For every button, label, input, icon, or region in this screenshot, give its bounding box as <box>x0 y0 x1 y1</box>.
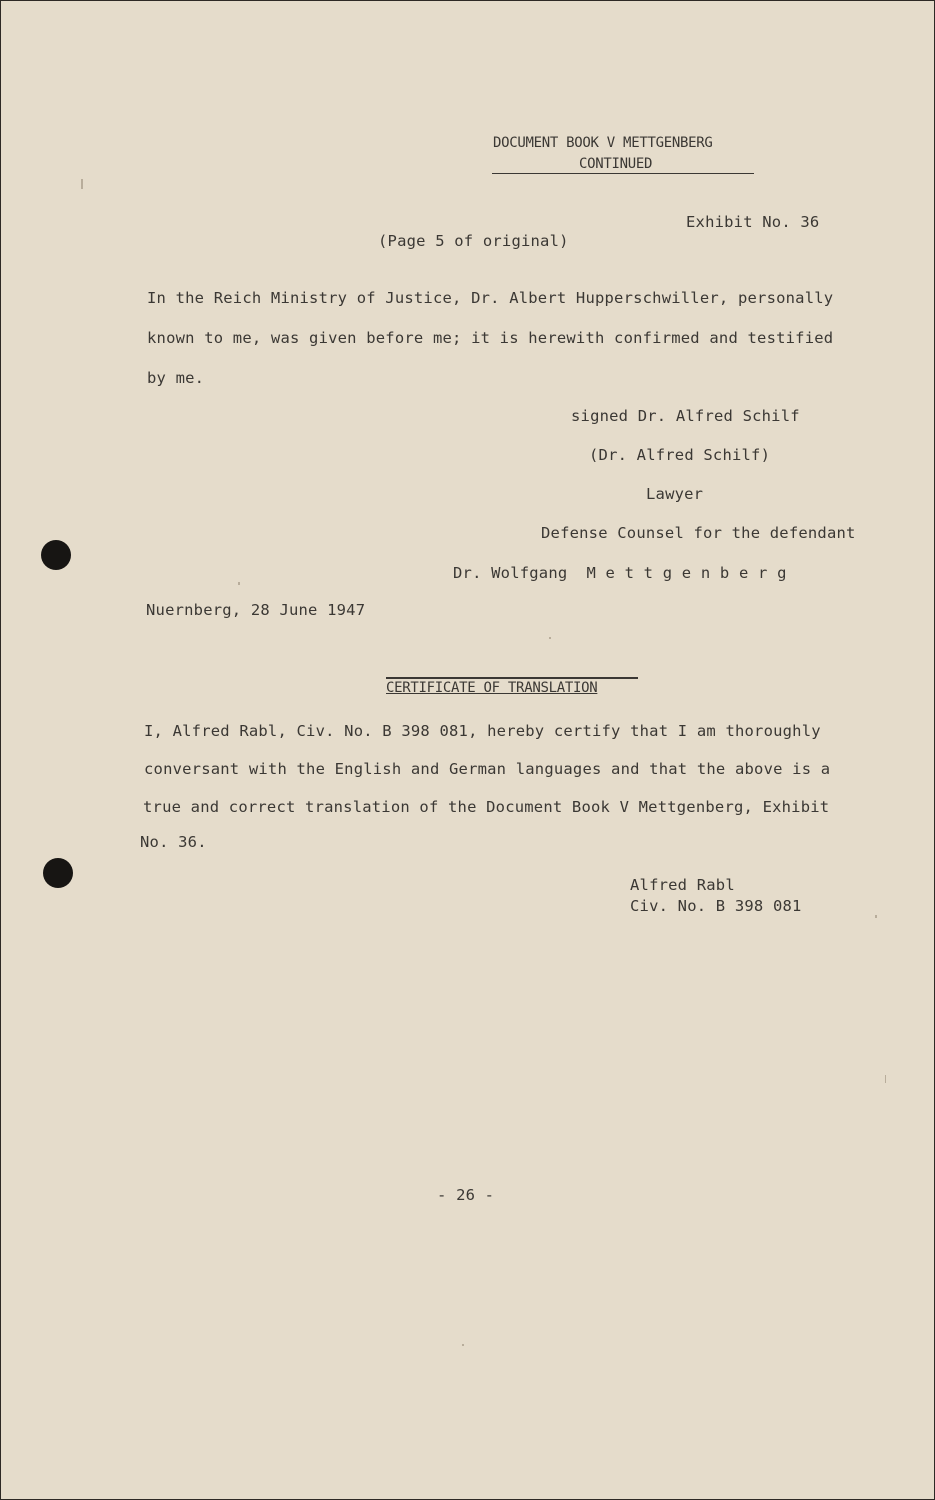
page-reference: (Page 5 of original) <box>378 232 569 250</box>
page-number: - 26 - <box>437 1186 495 1204</box>
exhibit-number: Exhibit No. 36 <box>686 213 820 231</box>
place-date: Nuernberg, 28 June 1947 <box>146 601 366 619</box>
signature-signed: signed Dr. Alfred Schilf <box>571 407 800 425</box>
signer-name: Alfred Rabl <box>630 876 735 894</box>
certificate-line: conversant with the English and German languages and that the above is a <box>144 760 831 778</box>
certificate-overline <box>386 677 638 679</box>
signature-defendant: Dr. Wolfgang M e t t g e n b e r g <box>453 564 787 582</box>
header-underline <box>492 173 754 174</box>
paper-speck <box>238 582 240 585</box>
certificate-line: true and correct translation of the Document Book V Mettgenberg, Exhibit <box>143 798 830 816</box>
paper-speck <box>885 1075 886 1083</box>
body-line: by me. <box>147 369 205 387</box>
signature-title: Lawyer <box>646 485 704 503</box>
certificate-line: No. 36. <box>140 833 207 851</box>
paper-speck <box>462 1344 464 1346</box>
body-line: In the Reich Ministry of Justice, Dr. Albert Hupperschwiller, personally <box>147 289 834 307</box>
header-title: DOCUMENT BOOK V METTGENBERG <box>493 135 713 151</box>
paper-speck <box>549 637 551 639</box>
signature-role: Defense Counsel for the defendant <box>541 524 856 542</box>
paper-speck <box>81 179 83 189</box>
punch-hole <box>43 858 73 888</box>
certificate-heading: CERTIFICATE OF TRANSLATION <box>386 680 598 696</box>
body-line: known to me, was given before me; it is herewith confirmed and testified <box>147 329 834 347</box>
header-subtitle: CONTINUED <box>579 156 653 172</box>
certificate-line: I, Alfred Rabl, Civ. No. B 398 081, hereby certify that I am thoroughly <box>144 722 821 740</box>
punch-hole <box>41 540 71 570</box>
signature-name: (Dr. Alfred Schilf) <box>589 446 771 464</box>
signer-civ-number: Civ. No. B 398 081 <box>630 897 802 915</box>
paper-speck <box>875 915 877 918</box>
